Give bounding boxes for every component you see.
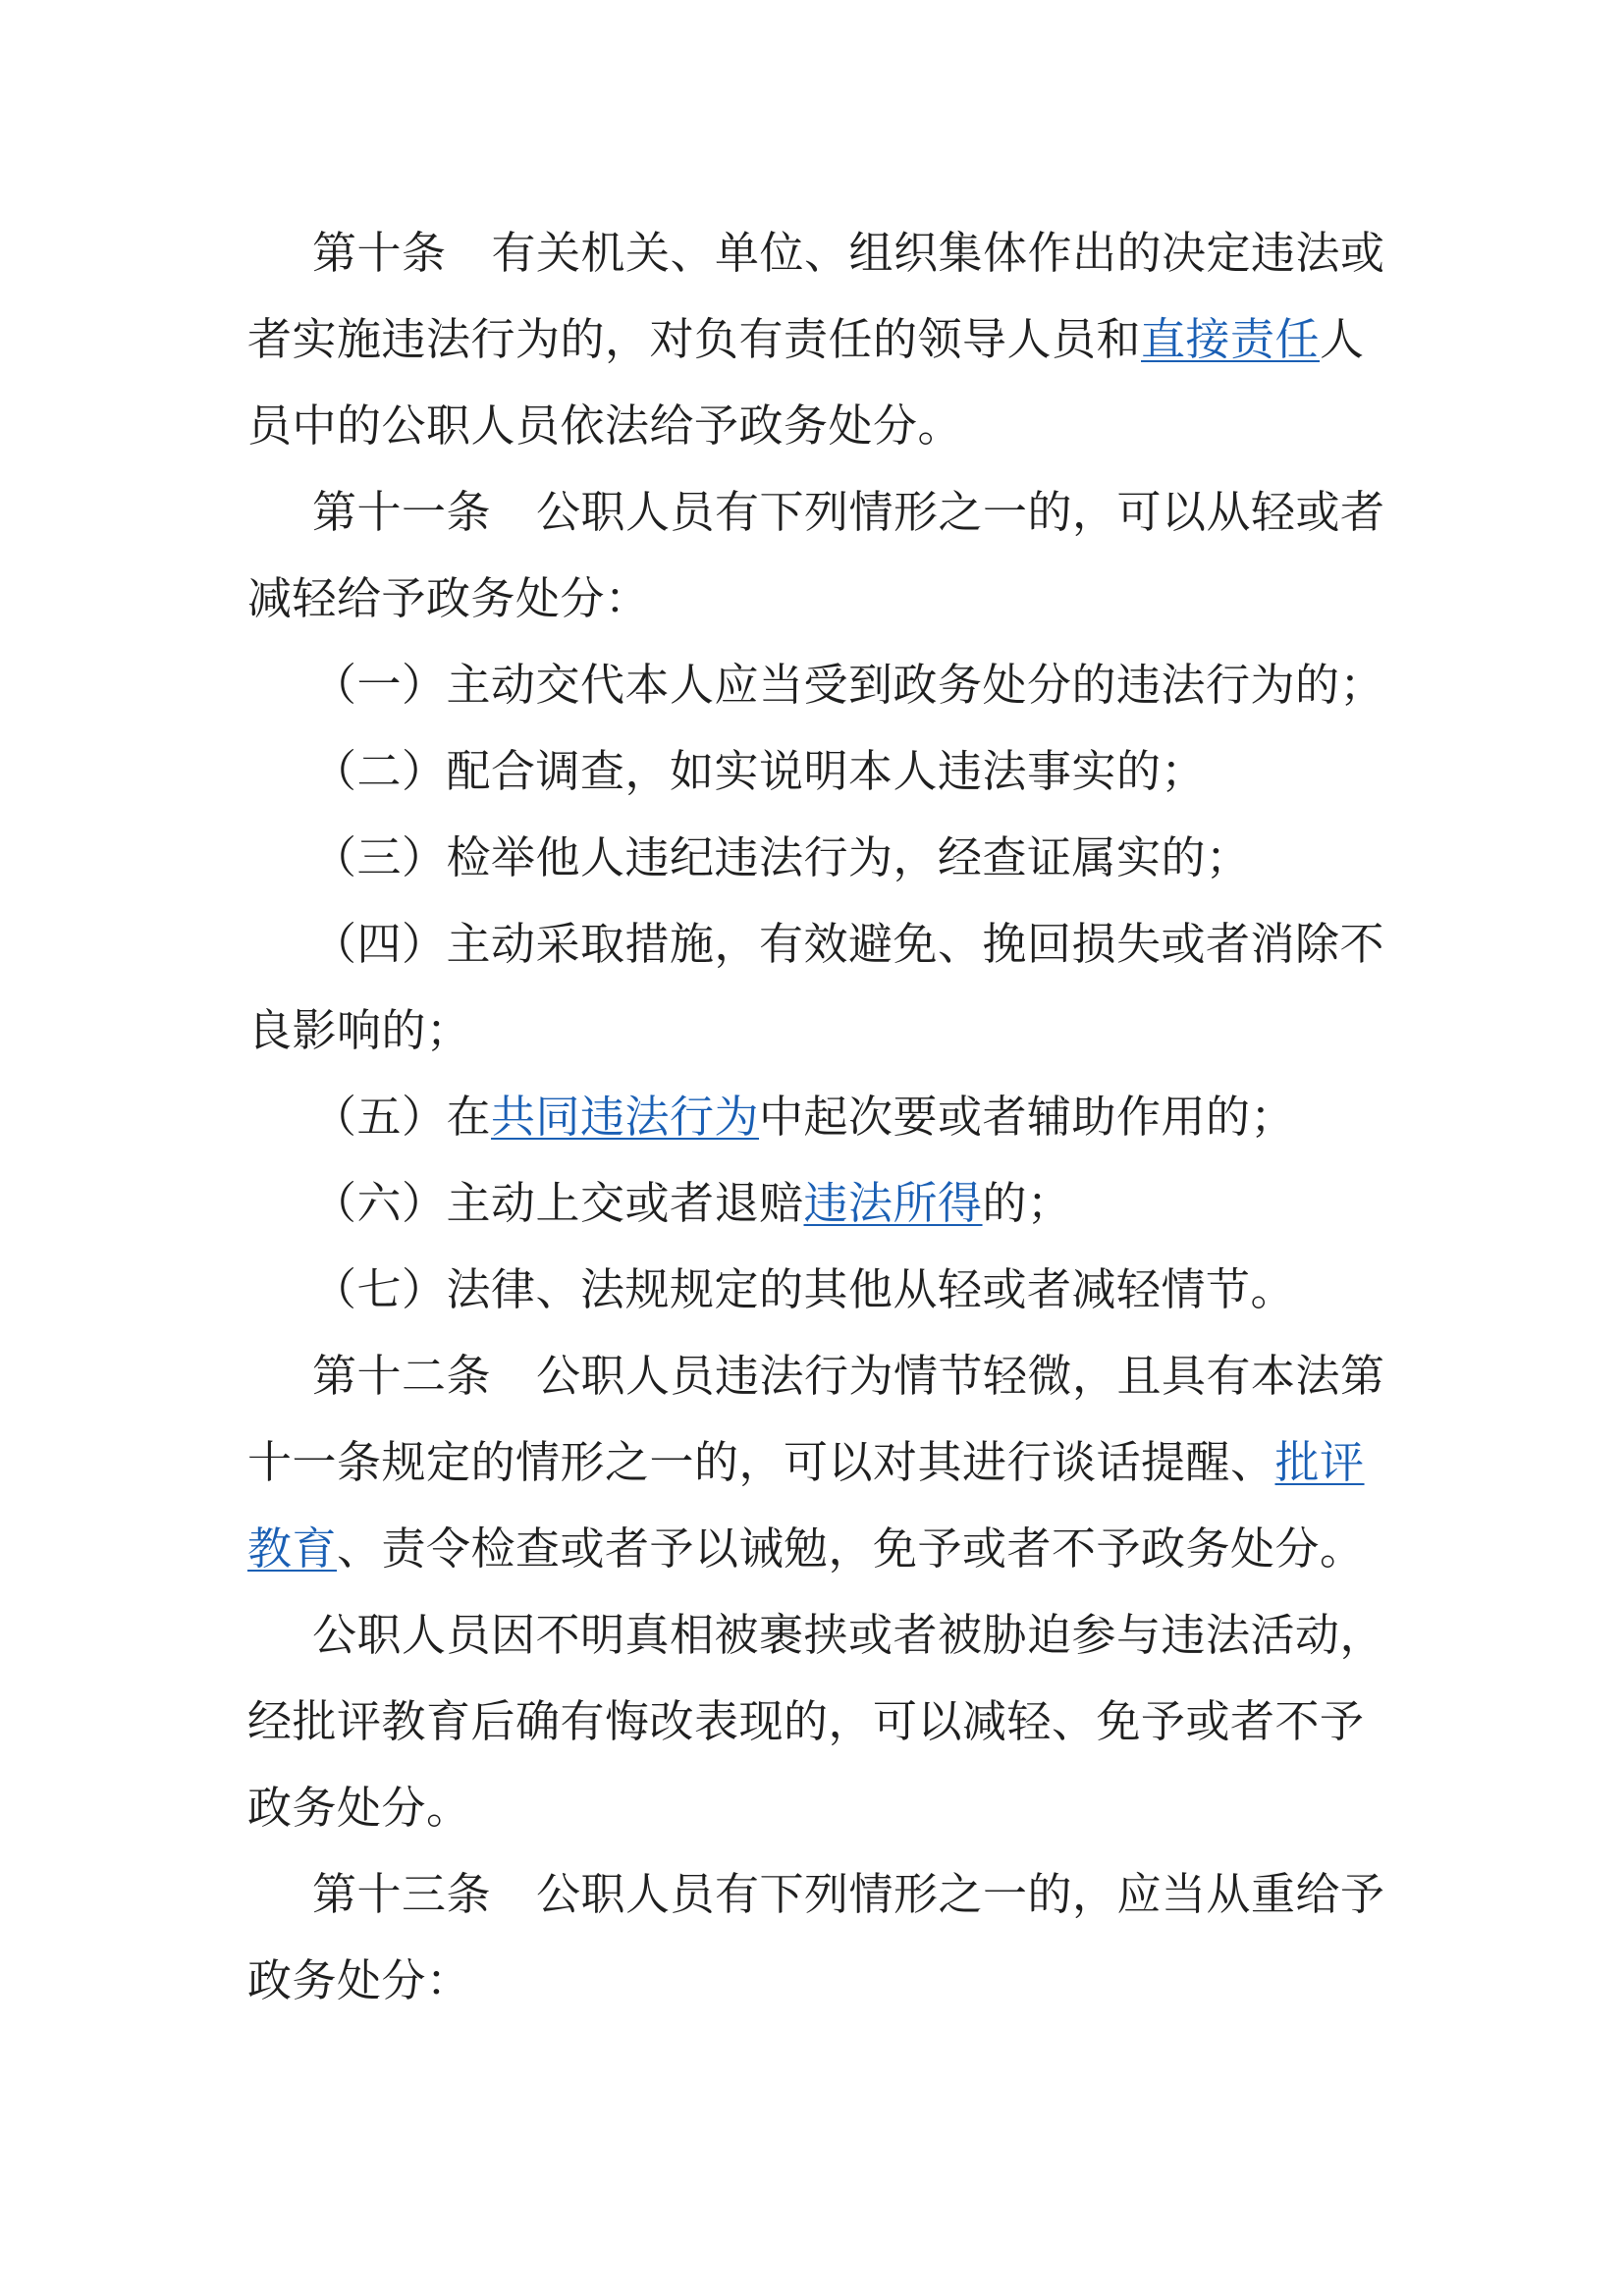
- article-11-item-5: （五）在共同违法行为中起次要或者辅助作用的；: [312, 1091, 1296, 1143]
- article-12-line-3: 教育、责令检查或者予以诫勉，免予或者不予政务处分。: [247, 1522, 1365, 1575]
- article-11-line-2: 减轻给予政务处分：: [247, 572, 650, 624]
- article-10-line-2: 者实施违法行为的，对负有责任的领导人员和直接责任人: [247, 313, 1365, 365]
- article-11-item-7: （七）法律、法规规定的其他从轻或者减轻情节。: [312, 1263, 1296, 1315]
- link-criticism-education-part1[interactable]: 批评: [1274, 1436, 1365, 1488]
- article-13-line-1: 第十三条 公职人员有下列情形之一的，应当从重给予: [312, 1868, 1385, 1920]
- article-12-para-2-line-1: 公职人员因不明真相被裹挟或者被胁迫参与违法活动，: [312, 1609, 1385, 1661]
- article-11-item-6: （六）主动上交或者退赔违法所得的；: [312, 1177, 1072, 1229]
- article-11-item-1: （一）主动交代本人应当受到政务处分的违法行为的；: [312, 659, 1385, 711]
- article-11-item-4: （四）主动采取措施，有效避免、挽回损失或者消除不: [312, 918, 1385, 970]
- article-11-item-4-cont: 良影响的；: [247, 1004, 471, 1056]
- article-11-heading: 第十一条: [312, 486, 492, 538]
- article-12-line-2: 十一条规定的情形之一的，可以对其进行谈话提醒、批评: [247, 1436, 1365, 1488]
- link-direct-responsibility[interactable]: 直接责任: [1141, 313, 1321, 365]
- article-10-heading: 第十条: [312, 227, 447, 279]
- article-11-item-2: （二）配合调查，如实说明本人违法事实的；: [312, 745, 1207, 797]
- article-13-heading: 第十三条: [312, 1868, 492, 1920]
- link-joint-illegal-act[interactable]: 共同违法行为: [491, 1091, 760, 1143]
- article-12-heading: 第十二条: [312, 1350, 492, 1402]
- link-criticism-education-part2[interactable]: 教育: [247, 1522, 338, 1575]
- article-11-line-1: 第十一条 公职人员有下列情形之一的，可以从轻或者: [312, 486, 1385, 538]
- article-10-line-3: 员中的公职人员依法给予政务处分。: [247, 400, 963, 452]
- article-12-line-1: 第十二条 公职人员违法行为情节轻微，且具有本法第: [312, 1350, 1385, 1402]
- article-12-para-2-line-3: 政务处分。: [247, 1782, 471, 1834]
- article-12-para-2-line-2: 经批评教育后确有悔改表现的，可以减轻、免予或者不予: [247, 1695, 1365, 1747]
- link-illegal-gains[interactable]: 违法所得: [803, 1177, 983, 1229]
- article-10-line-1: 第十条 有关机关、单位、组织集体作出的决定违法或: [312, 227, 1385, 279]
- article-11-item-3: （三）检举他人违纪违法行为，经查证属实的；: [312, 831, 1251, 883]
- article-13-line-2: 政务处分：: [247, 1954, 471, 2006]
